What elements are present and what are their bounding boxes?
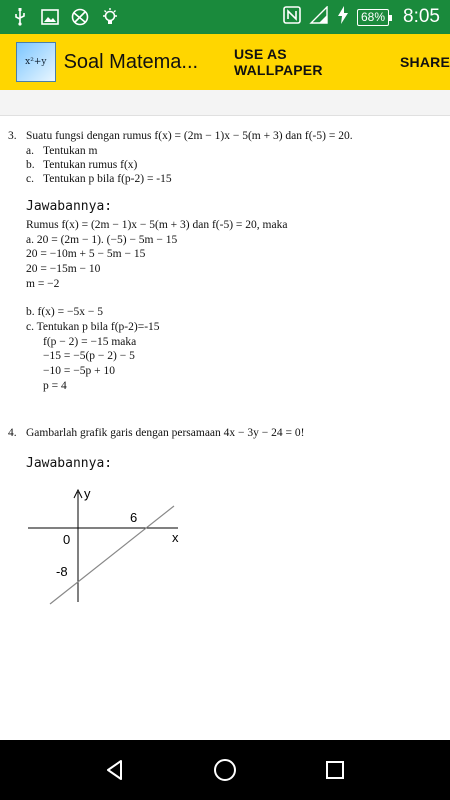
ans3-line-8: f(p − 2) = −15 maka xyxy=(43,336,137,348)
q3-b-text: Tentukan rumus f(x) xyxy=(43,159,138,171)
ans3-line-1: Rumus f(x) = (2m − 1)x − 5(m + 3) dan f(-5) = 20, maka xyxy=(26,219,288,231)
lightbulb-icon xyxy=(100,7,120,27)
home-icon xyxy=(212,757,238,783)
ans3-line-9: −15 = −5(p − 2) − 5 xyxy=(43,350,135,362)
back-icon xyxy=(103,758,127,782)
app-title: Soal Matema... xyxy=(63,50,199,73)
q3-c-label: c. xyxy=(26,173,34,185)
action-bar xyxy=(0,34,450,90)
q3-b-label: b. xyxy=(26,159,35,171)
ans3-line-11: p = 4 xyxy=(43,380,67,392)
q4-text: Gambarlah grafik garis dengan persamaan 4x − 3y − 24 = 0! xyxy=(26,427,305,439)
q3-text: Suatu fungsi dengan rumus f(x) = (2m − 1)x − 5(m + 3) dan f(-5) = 20. xyxy=(26,130,353,142)
x-intercept-label: 6 xyxy=(130,510,138,525)
page-top-strip xyxy=(0,90,450,116)
use-as-wallpaper-button[interactable]: USE AS WALLPAPER xyxy=(233,46,323,78)
q3-c-text: Tentukan p bila f(p-2) = -15 xyxy=(43,173,172,185)
clock: 8:05 xyxy=(403,6,440,27)
q3-a-text: Tentukan m xyxy=(43,145,98,157)
share-button[interactable]: SHARE xyxy=(399,54,450,70)
usb-icon xyxy=(10,7,30,27)
image-icon xyxy=(40,7,60,27)
back-button[interactable] xyxy=(95,750,135,790)
charging-icon xyxy=(337,6,349,29)
y-axis-label: y xyxy=(84,486,91,501)
browser-icon xyxy=(70,7,90,27)
ans3-line-3: 20 = −10m + 5 − 5m − 15 xyxy=(26,248,146,260)
ans3-line-2: a. 20 = (2m − 1). (−5) − 5m − 15 xyxy=(26,234,178,246)
ans3-line-7: c. Tentukan p bila f(p-2)=-15 xyxy=(26,321,160,333)
home-button[interactable] xyxy=(205,750,245,790)
ans3-line-10: −10 = −5p + 10 xyxy=(43,365,115,377)
q3-number: 3. xyxy=(8,130,17,142)
answer-heading-2: Jawabannya: xyxy=(26,456,113,471)
navigation-bar xyxy=(0,740,450,800)
content-area[interactable] xyxy=(0,90,450,740)
ans3-line-5: m = −2 xyxy=(26,278,60,290)
origin-label: 0 xyxy=(63,532,71,547)
recents-button[interactable] xyxy=(315,750,355,790)
x-axis-label: x xyxy=(172,530,179,545)
battery-indicator xyxy=(357,9,389,26)
recents-icon xyxy=(324,759,346,781)
system-status xyxy=(283,6,440,29)
ans3-line-6: b. f(x) = −5x − 5 xyxy=(26,306,103,318)
app-logo[interactable] xyxy=(16,42,56,82)
signal-icon xyxy=(309,6,329,29)
status-bar xyxy=(0,0,450,34)
notification-icons xyxy=(10,7,120,27)
y-intercept-label: -8 xyxy=(56,564,68,579)
graph-line xyxy=(50,506,174,604)
q4-number: 4. xyxy=(8,427,17,439)
battery-level: 68% xyxy=(360,10,386,24)
answer-heading: Jawabannya: xyxy=(26,199,113,214)
line-graph xyxy=(22,484,202,614)
nfc-icon xyxy=(283,6,301,29)
ans3-line-4: 20 = −15m − 10 xyxy=(26,263,101,275)
app-logo-text: x²+y xyxy=(25,57,47,67)
q3-a-label: a. xyxy=(26,145,34,157)
